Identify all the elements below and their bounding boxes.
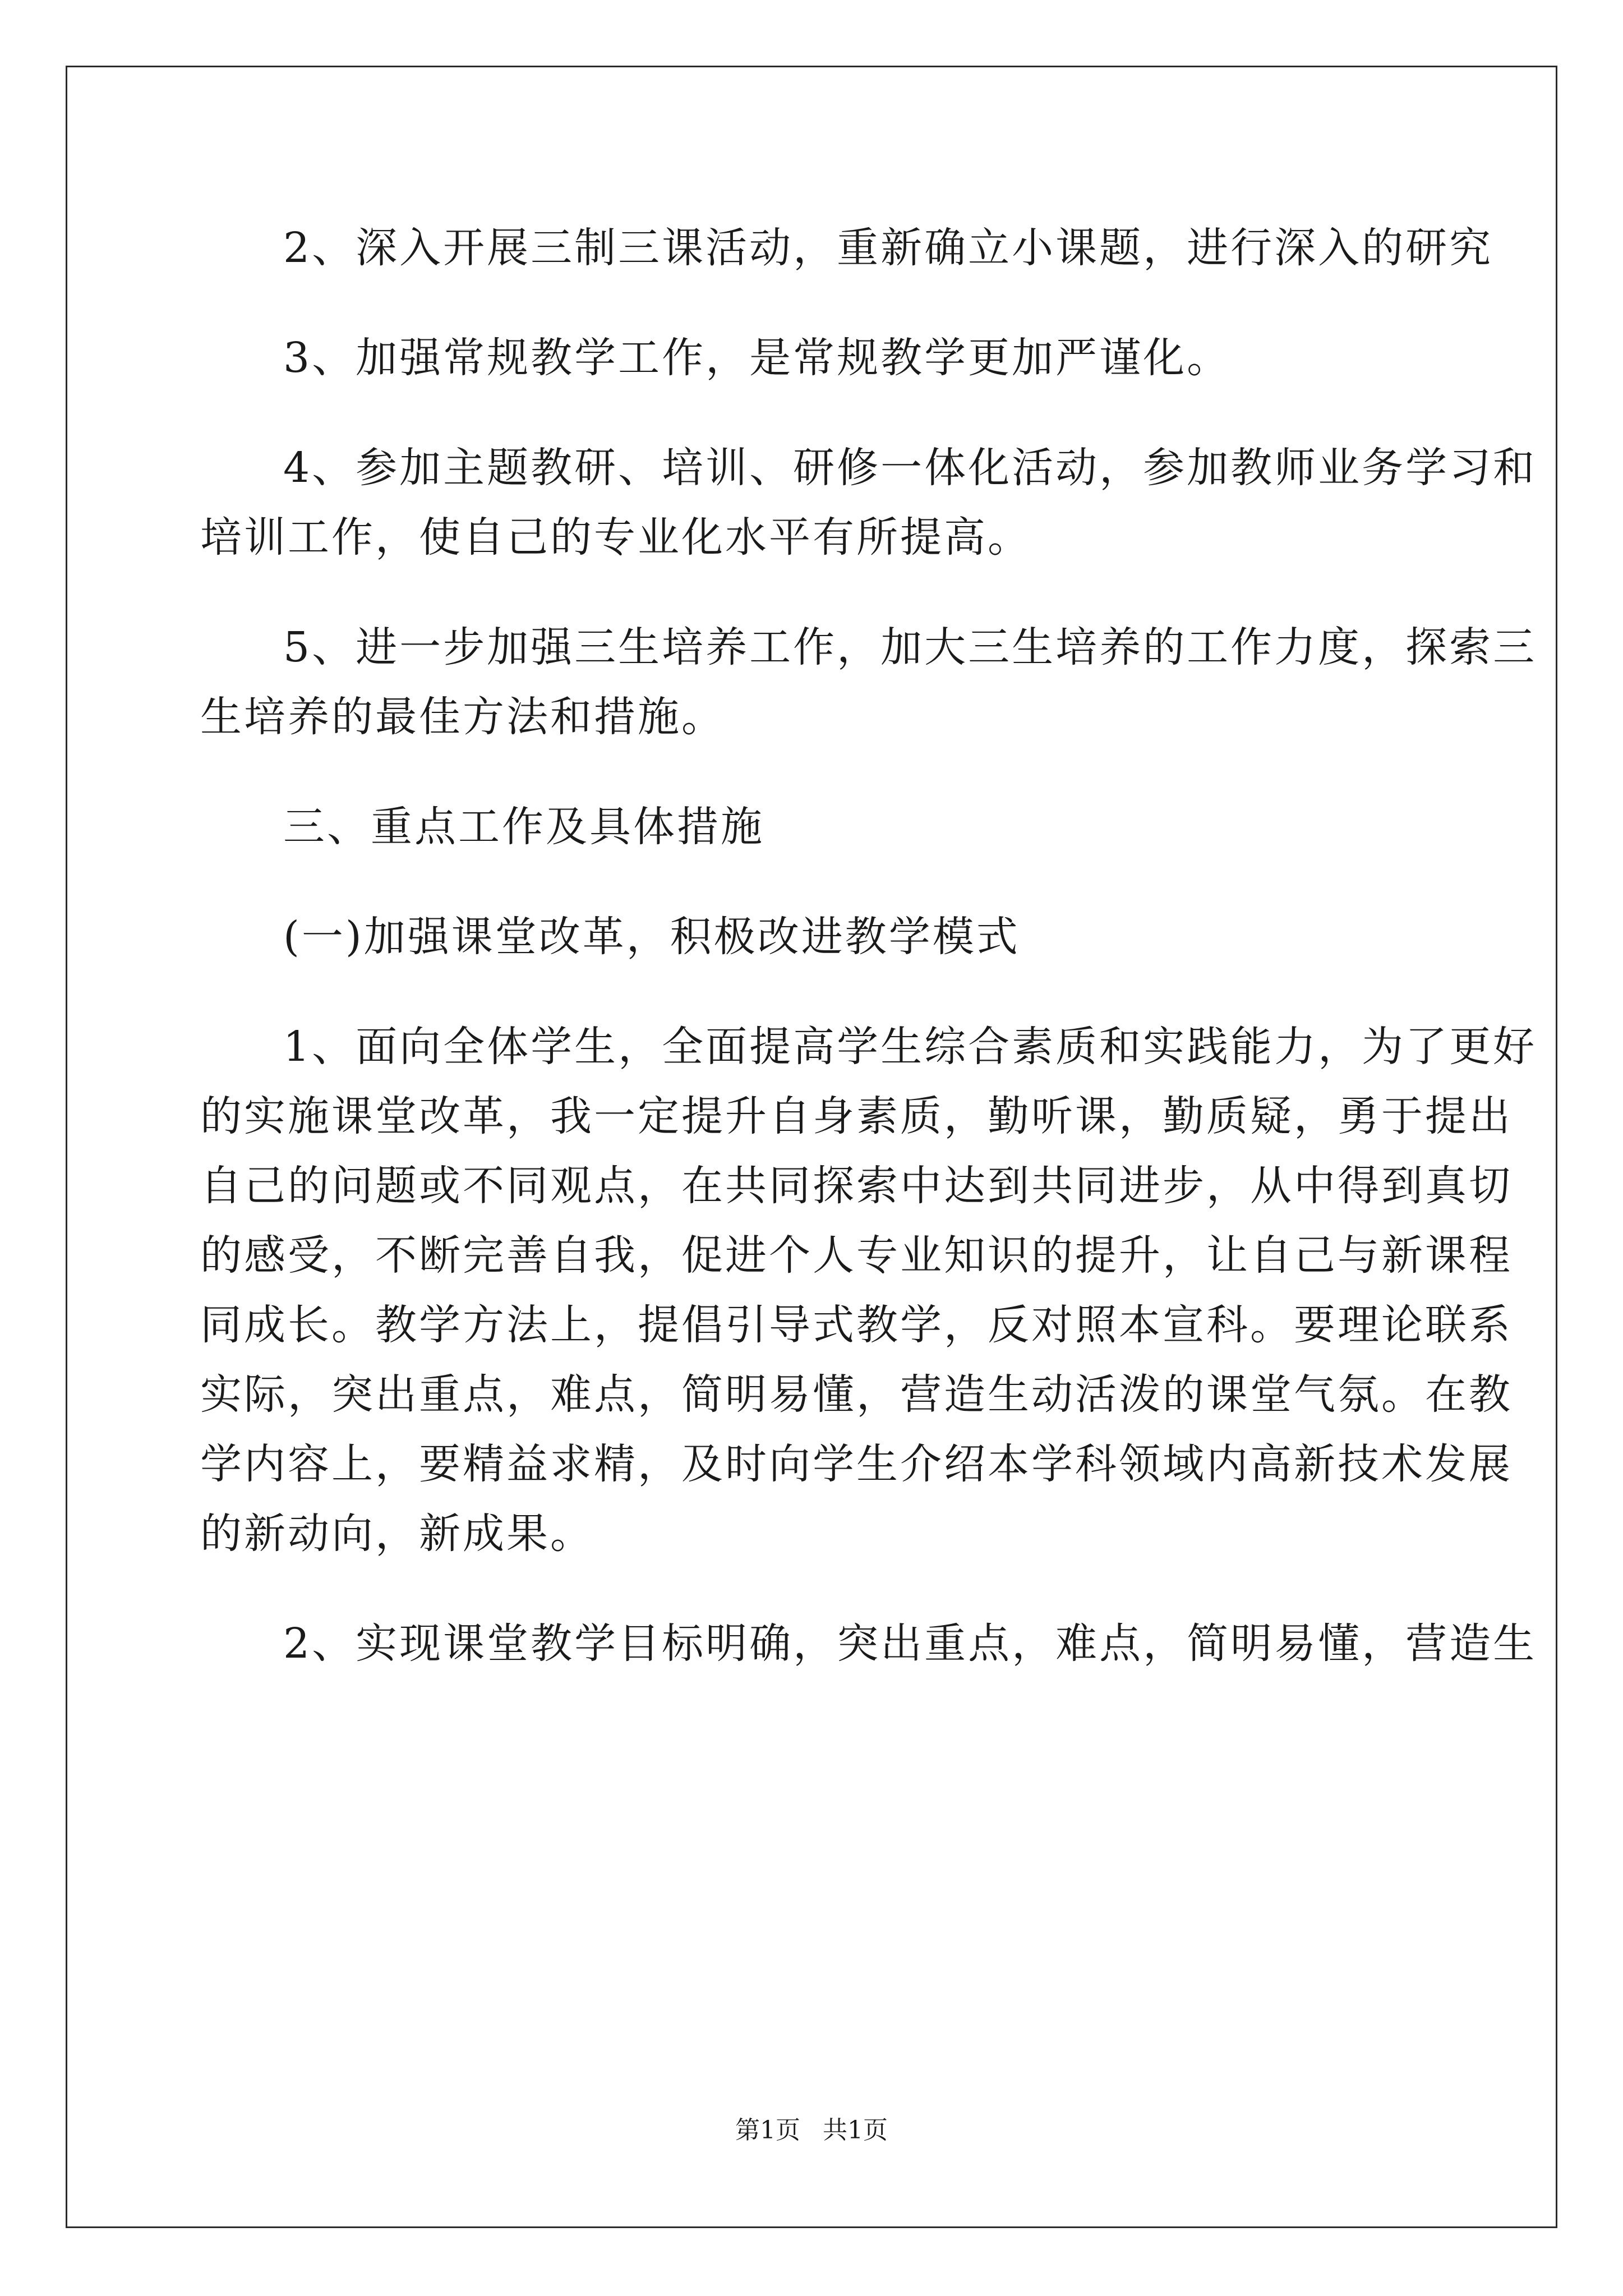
text-line: 学内容上，要精益求精，及时向学生介绍本学科领域内高新技术发展 [200, 1440, 1513, 1488]
text-line: 生培养的最佳方法和措施。 [200, 693, 725, 741]
text-line: 2、实现课堂教学目标明确，突出重点，难点，简明易懂，营造生 [283, 1619, 1537, 1668]
text-line: 5、进一步加强三生培养工作，加大三生培养的工作力度，探索三 [283, 623, 1537, 671]
text-line: 实际，突出重点，难点，简明易懂，营造生动活泼的课堂气氛。在教 [200, 1370, 1513, 1419]
text-line: 1、面向全体学生，全面提高学生综合素质和实践能力，为了更好 [283, 1023, 1537, 1071]
text-line: 自己的问题或不同观点，在共同探索中达到共同进步，从中得到真切 [200, 1162, 1513, 1210]
text-line: 培训工作，使自己的专业化水平有所提高。 [200, 513, 1031, 562]
paragraph-gap [200, 972, 1423, 1012]
text-line: 同成长。教学方法上，提倡引导式教学，反对照本宣科。要理论联系 [200, 1301, 1513, 1349]
document-body [200, 213, 1537, 1678]
text-line: 的新动向，新成果。 [200, 1510, 594, 1558]
paragraph-gap [200, 862, 1423, 902]
page-number-current: 第1页 [735, 2116, 800, 2145]
text-line: 的实施课堂改革，我一定提升自身素质，勤听课，勤质疑，勇于提出 [200, 1092, 1513, 1140]
text-line: 2、深入开展三制三课活动，重新确立小课题，进行深入的研究 [283, 224, 1493, 272]
paragraph-gap [200, 283, 1423, 323]
page-footer [0, 2114, 1623, 2147]
text-line: 三、重点工作及具体措施 [283, 803, 764, 851]
text-line: (一)加强课堂改革，积极改进教学模式 [283, 913, 1020, 961]
text-line: 的感受，不断完善自我，促进个人专业知识的提升，让自己与新课程 [200, 1231, 1513, 1280]
paragraph-gap [200, 1568, 1423, 1609]
paragraph-gap [200, 572, 1423, 613]
page-number-total: 共1页 [823, 2116, 888, 2145]
text-line: 3、加强常规教学工作，是常规教学更加严谨化。 [283, 334, 1231, 382]
paragraph-gap [200, 752, 1423, 792]
text-line: 4、参加主题教研、培训、研修一体化活动，参加教师业务学习和 [283, 444, 1537, 492]
paragraph-gap [200, 393, 1423, 433]
